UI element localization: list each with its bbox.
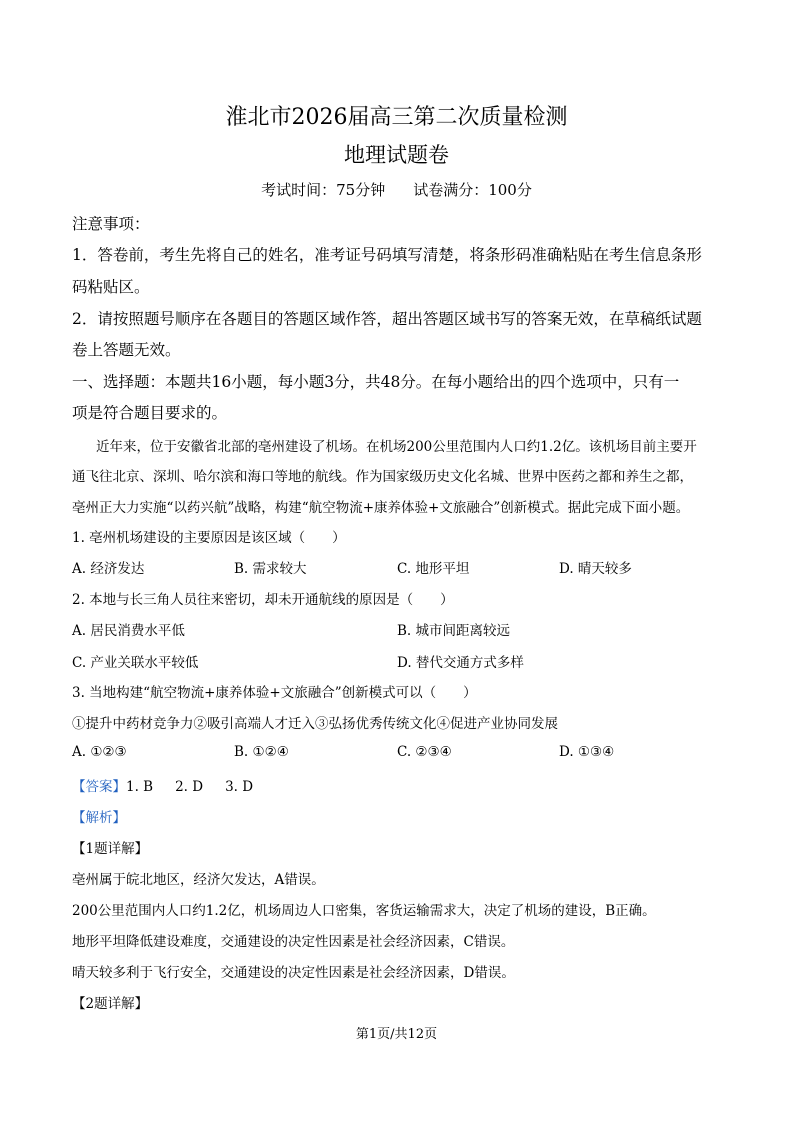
question-3-option-b: B. ①②④ bbox=[234, 744, 289, 760]
exam-time: 考试时间：75分钟 bbox=[261, 181, 386, 199]
section-heading-line-2: 项是符合题目要求的。 bbox=[72, 404, 228, 422]
note-1-line-2: 码粘贴区。 bbox=[72, 278, 150, 296]
question-1-stem: 1. 亳州机场建设的主要原因是该区域（ ） bbox=[72, 530, 346, 546]
answer-1: 1. B bbox=[126, 779, 154, 795]
question-1-analysis-line-2: 200公里范围内人口约1.2亿，机场周边人口密集，客货运输需求大，决定了机场的建设，B正确。 bbox=[72, 903, 656, 919]
note-2-line-1: 2．请按照题号顺序在各题目的答题区域作答，超出答题区域书写的答案无效，在草稿纸试题 bbox=[72, 310, 702, 328]
question-1-analysis-line-1: 亳州属于皖北地区，经济欠发达，A错误。 bbox=[72, 872, 325, 888]
question-1-option-d: D. 晴天较多 bbox=[559, 561, 632, 577]
note-2-line-2: 卷上答题无效。 bbox=[72, 341, 181, 359]
page-number-footer: 第1页/共12页 bbox=[355, 1027, 438, 1042]
passage-line-1: 近年来，位于安徽省北部的亳州建设了机场。在机场200公里范围内人口约1.2亿。该机场目前主要开 bbox=[96, 439, 697, 455]
question-1-analysis-line-3: 地形平坦降低建设难度，交通建设的决定性因素是社会经济因素，C错误。 bbox=[72, 934, 515, 950]
question-3-items: ①提升中药材竞争力②吸引高端人才迁入③弘扬优秀传统文化④促进产业协同发展 bbox=[72, 716, 558, 732]
question-3-option-d: D. ①③④ bbox=[559, 744, 615, 760]
passage-line-2: 通飞往北京、深圳、哈尔滨和海口等地的航线。作为国家级历史文化名城、世界中医药之都和养生之都， bbox=[72, 469, 693, 485]
question-1-option-a: A. 经济发达 bbox=[72, 561, 145, 577]
question-2-option-b: B. 城市间距离较远 bbox=[397, 623, 511, 639]
passage-line-3: 亳州正大力实施“以药兴航”战略，构建“航空物流+康养体验+文旅融合”创新模式。据此完成下面小题。 bbox=[72, 500, 690, 516]
notes-heading: 注意事项： bbox=[72, 215, 150, 233]
note-1-line-1: 1．答卷前，考生先将自己的姓名，准考证号码填写清楚，将条形码准确粘贴在考生信息条形 bbox=[72, 246, 702, 264]
question-2-option-d: D. 替代交通方式多样 bbox=[397, 655, 524, 671]
question-3-option-a: A. ①②③ bbox=[72, 744, 127, 760]
question-2-stem: 2. 本地与长三角人员往来密切，却未开通航线的原因是（ ） bbox=[72, 592, 454, 608]
answer-2: 2. D bbox=[175, 779, 204, 795]
question-1-analysis-line-4: 晴天较多利于飞行安全，交通建设的决定性因素是社会经济因素，D错误。 bbox=[72, 965, 515, 981]
question-1-option-b: B. 需求较大 bbox=[234, 561, 307, 577]
question-2-analysis-heading: 【2题详解】 bbox=[72, 996, 149, 1012]
full-score: 试卷满分：100分 bbox=[413, 181, 532, 199]
page-subtitle: 地理试题卷 bbox=[344, 143, 449, 167]
analysis-tag: 【解析】 bbox=[72, 810, 126, 826]
exam-meta bbox=[0, 179, 793, 200]
question-3-stem: 3. 当地构建“航空物流+康养体验+文旅融合”创新模式可以（ ） bbox=[72, 685, 477, 701]
answer-line bbox=[72, 775, 253, 795]
section-heading-line-1: 一、选择题：本题共16小题，每小题3分，共48分。在每小题给出的四个选项中，只有一 bbox=[72, 373, 680, 391]
question-3-option-c: C. ②③④ bbox=[397, 744, 452, 760]
answer-tag: 【答案】 bbox=[72, 779, 126, 795]
question-1-option-c: C. 地形平坦 bbox=[397, 561, 470, 577]
question-2-option-c: C. 产业关联水平较低 bbox=[72, 655, 199, 671]
question-2-option-a: A. 居民消费水平低 bbox=[72, 623, 185, 639]
question-1-analysis-heading: 【1题详解】 bbox=[72, 841, 149, 857]
page-title: 淮北市2026届高三第二次质量检测 bbox=[225, 105, 568, 130]
answer-3: 3. D bbox=[225, 779, 254, 795]
